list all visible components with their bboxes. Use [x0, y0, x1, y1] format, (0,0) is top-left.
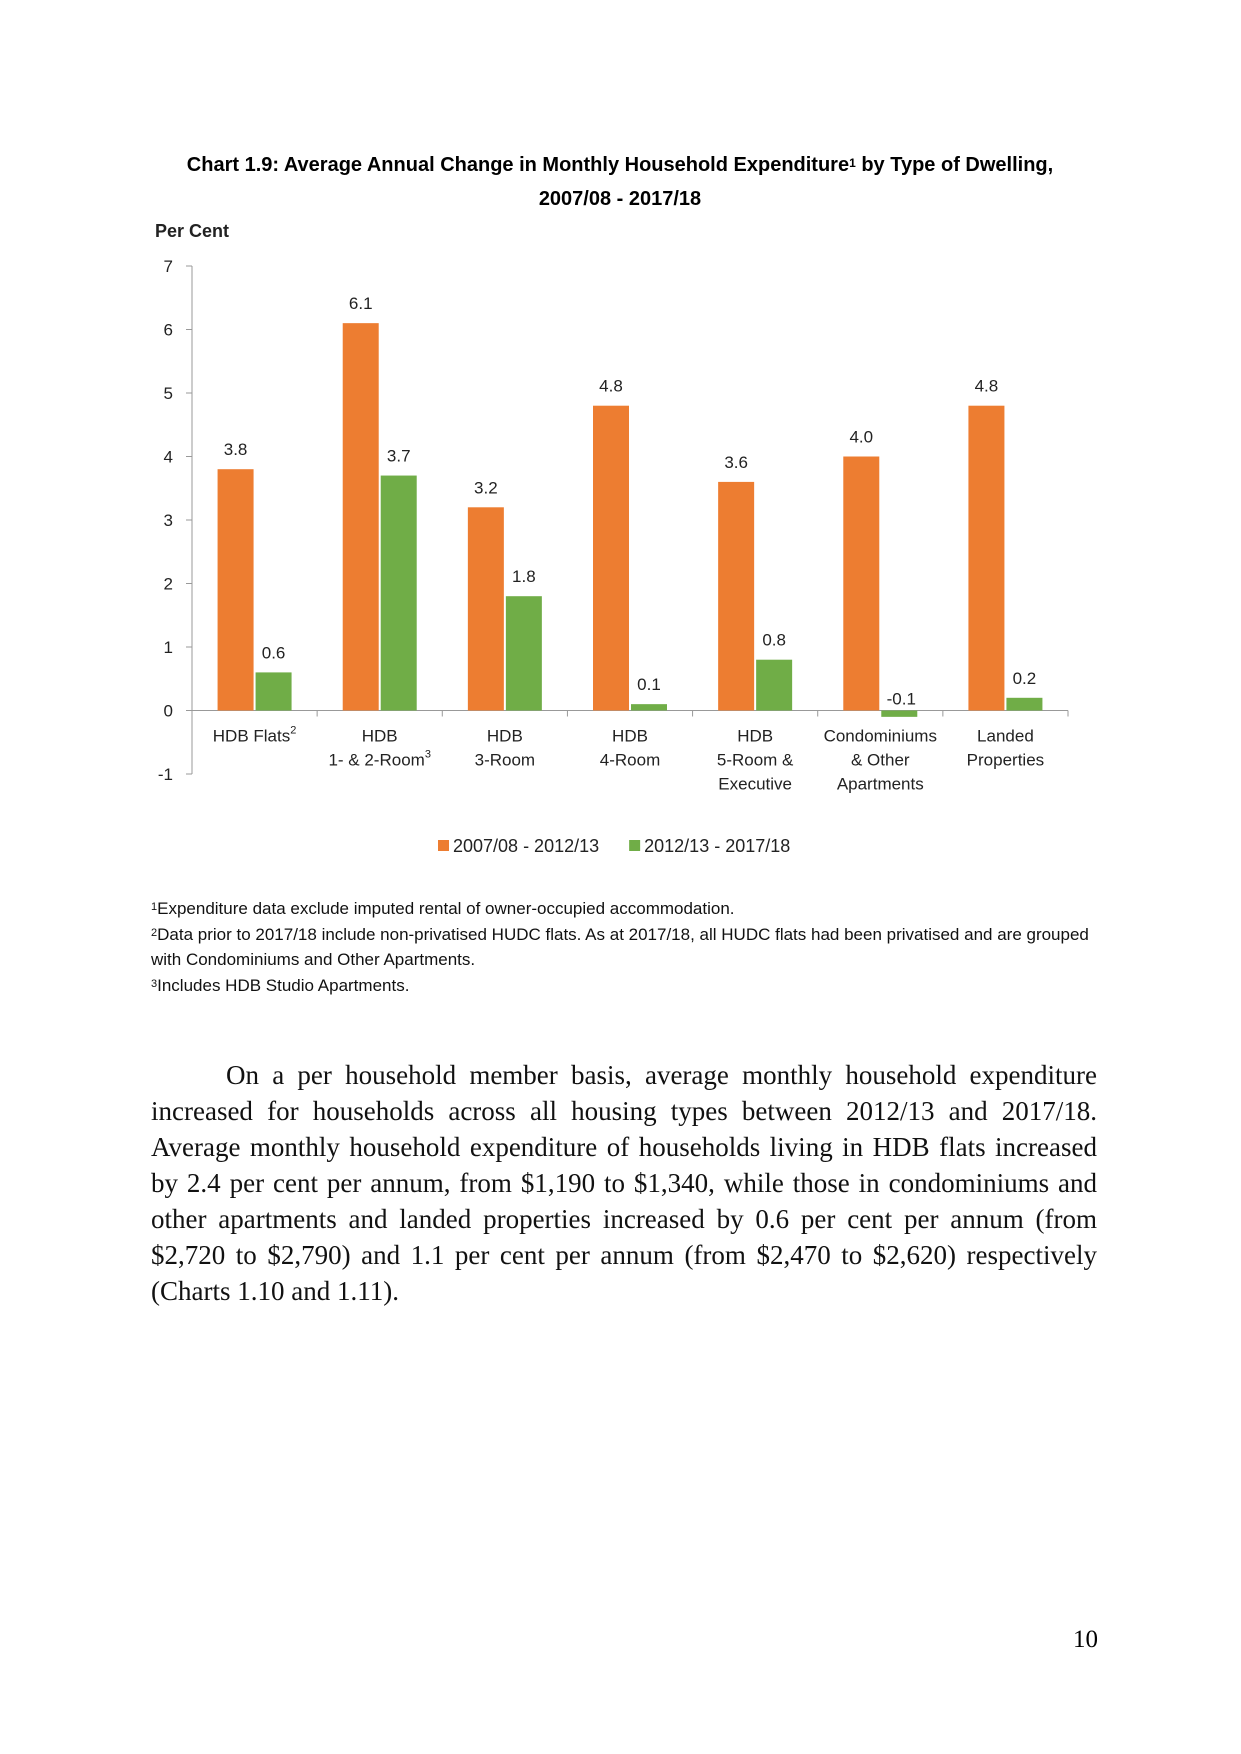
footnote-text: Includes HDB Studio Apartments. — [157, 975, 410, 995]
y-tick-label: 1 — [163, 638, 173, 657]
data-label: 1.8 — [512, 567, 536, 587]
chart-title-line2: 2007/08 - 2017/18 — [538, 188, 702, 210]
bar-series1 — [343, 323, 379, 710]
data-label: 4.8 — [599, 376, 623, 396]
data-label: 0.8 — [762, 630, 786, 650]
footnote-3 — [151, 973, 1111, 999]
bar-series2 — [256, 672, 292, 710]
data-label: 0.1 — [637, 675, 661, 695]
data-label: 3.7 — [386, 446, 411, 466]
bar-series1 — [968, 406, 1004, 711]
footnote-marker: 1 — [151, 901, 158, 913]
bar-series2 — [881, 711, 917, 717]
y-tick-label: 2 — [163, 574, 173, 594]
legend-label: 2012/13 - 2017/18 — [644, 836, 791, 856]
page-number: 10 — [1073, 1626, 1098, 1653]
x-category-label: HDB — [737, 726, 774, 746]
x-category-label: 1- & 2-Room$^3$ — [328, 748, 431, 770]
legend-label: 2007/08 - 2012/13 — [453, 836, 600, 856]
x-category-label: HDB — [361, 726, 398, 746]
chart-title-part1: Chart 1.9: Average Annual Change in Monthly Household Expenditure — [186, 154, 850, 176]
footnotes — [151, 896, 1111, 998]
x-category-label: Condominiums — [823, 726, 937, 746]
data-label: 6.1 — [348, 294, 373, 314]
data-label: 0.2 — [1012, 668, 1037, 688]
data-label: 3.8 — [223, 440, 248, 460]
data-label: -0.1 — [886, 689, 916, 709]
bar-series2 — [631, 704, 667, 710]
bar-series2 — [506, 596, 542, 710]
y-axis-title: Per Cent — [155, 221, 230, 241]
x-category-label: Executive — [718, 774, 792, 794]
x-category-label: 5-Room & — [716, 750, 794, 770]
bar-series2 — [1006, 698, 1042, 711]
footnote-2 — [151, 922, 1111, 973]
bar-series2 — [756, 660, 792, 711]
footnote-marker: 3 — [151, 977, 158, 990]
chart-title-footnote-ref: 1 — [849, 156, 856, 170]
bar-series2 — [381, 476, 417, 711]
bar-series1 — [468, 507, 504, 710]
x-category-label: HDB — [486, 726, 523, 746]
data-label: 4.0 — [849, 427, 874, 447]
x-category-label: HDB — [612, 726, 648, 746]
legend-swatch-1 — [438, 840, 449, 851]
legend-swatch-2 — [629, 840, 640, 851]
x-category-label: 3-Room — [474, 750, 536, 770]
y-tick-label: 5 — [163, 384, 173, 403]
y-tick-label: 0 — [163, 701, 173, 721]
footnote-marker: 2 — [151, 926, 158, 939]
bar-series1 — [718, 482, 754, 711]
data-label: 3.6 — [724, 452, 748, 472]
data-label: 0.6 — [261, 643, 286, 663]
category-footnote-ref: 2 — [290, 724, 297, 737]
data-label: 4.8 — [974, 376, 999, 396]
y-tick-label: -1 — [157, 765, 173, 784]
x-category-label: 4-Room — [599, 750, 661, 770]
y-tick-label: 7 — [163, 257, 173, 276]
footnote-1 — [151, 896, 1111, 922]
data-label: 3.2 — [474, 478, 498, 498]
x-category-label: HDB Flats$^2$ — [212, 724, 297, 746]
body-paragraph: On a per household member basis, average monthly household expenditure increased for households across all housing types between 2012/13 and 2017/18. Average monthly household expenditure of households living in HDB flats increased by 2.4 per cent per annum, from $1,190 to $1,340, while those in condominiums and other apartments and landed properties increased by 0.6 per cent per annum (from $2,720 to $2,790) and 1.1 per cent per annum (from $2,470 to $2,620) respectively (Charts 1.10 and 1.11). — [151, 1060, 1097, 1306]
y-tick-label: 3 — [163, 511, 173, 530]
y-tick-label: 4 — [163, 447, 173, 467]
x-category-label: Properties — [966, 750, 1045, 770]
footnote-text: Expenditure data exclude imputed rental of owner-occupied accommodation. — [157, 899, 735, 918]
y-tick-label: 6 — [163, 320, 173, 340]
bar-series1 — [218, 469, 254, 710]
x-category-label: Landed — [977, 726, 1034, 746]
footnote-text: Data prior to 2017/18 include non-privatised HUDC flats. As at 2017/18, all HUDC flats had been privatised and are grouped with Condominiums and Other Apartments. — [151, 924, 1089, 969]
bar-series1 — [593, 406, 629, 711]
chart-title-part2: by Type of Dwelling, — [855, 154, 1054, 176]
bar-series1 — [843, 457, 879, 711]
x-category-label: & Other — [850, 750, 910, 770]
x-category-label: Apartments — [836, 774, 924, 794]
category-footnote-ref: 3 — [424, 748, 431, 761]
